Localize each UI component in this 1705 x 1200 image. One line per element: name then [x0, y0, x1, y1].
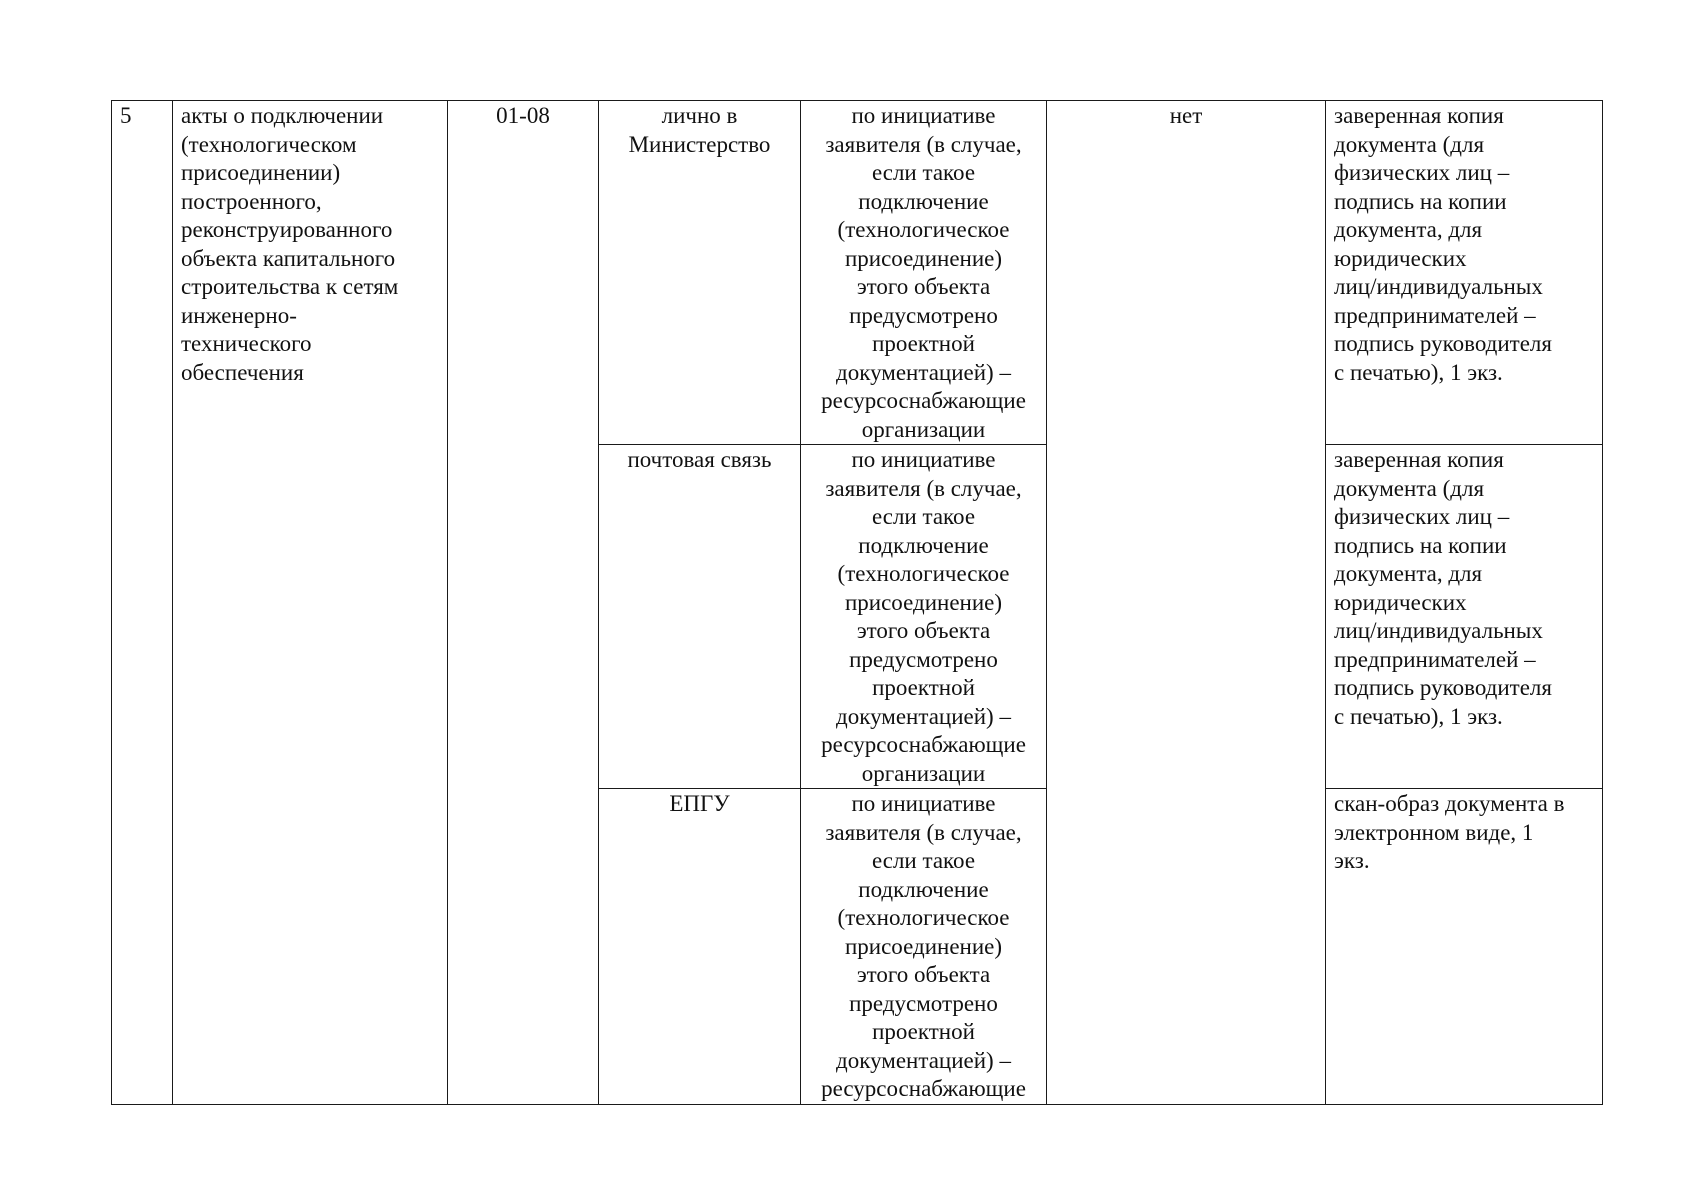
- form-line: предпринимателей –: [1334, 646, 1536, 672]
- form-line: подпись на копии: [1334, 188, 1507, 214]
- condition-line: присоединение): [844, 589, 1003, 615]
- condition-line: (технологическое: [837, 217, 1010, 242]
- document-name-line: реконструированного: [181, 217, 393, 242]
- condition-line: проектной: [872, 675, 975, 700]
- document-name-line: построенного,: [181, 188, 322, 214]
- form-line: физических лиц –: [1334, 504, 1510, 529]
- form-line: заверенная копия: [1334, 447, 1504, 472]
- condition-line: проектной: [872, 331, 975, 356]
- form-line: подпись руководителя: [1334, 675, 1552, 700]
- condition-line: предусмотрено: [849, 990, 998, 1016]
- form-line: документа (для: [1334, 475, 1485, 501]
- document-name-line: акты о подключении: [181, 103, 384, 128]
- condition-line: подключение: [858, 188, 989, 214]
- condition-line: ресурсоснабжающие: [821, 388, 1026, 413]
- condition-line: этого объекта: [856, 618, 991, 643]
- submission-method-line: ЕПГУ: [669, 791, 730, 816]
- condition-line: (технологическое: [837, 905, 1010, 930]
- form-line: экз.: [1334, 848, 1370, 873]
- submission-method-line: Министерство: [628, 131, 771, 157]
- submission-method-cell: [599, 101, 801, 445]
- document-name-line: обеспечения: [181, 359, 304, 385]
- condition-line: предусмотрено: [849, 302, 998, 328]
- form-line: электронном виде, 1: [1334, 819, 1534, 845]
- condition-line: предусмотрено: [849, 646, 998, 672]
- condition-line: этого объекта: [856, 962, 991, 987]
- condition-line: организации: [861, 760, 986, 786]
- form-line: с печатью), 1 экз.: [1334, 359, 1503, 385]
- document-name-line: строительства к сетям: [181, 274, 399, 299]
- condition-line: присоединение): [844, 245, 1003, 271]
- document-table: [111, 100, 1603, 1105]
- form-line: подпись руководителя: [1334, 331, 1552, 356]
- condition-line: подключение: [858, 532, 989, 558]
- document-name-line: (технологическом: [181, 131, 357, 157]
- form-line: заверенная копия: [1334, 103, 1504, 128]
- submission-method-cell: [599, 445, 801, 789]
- form-line: юридических: [1334, 245, 1467, 271]
- document-name-cell: [173, 101, 448, 1105]
- condition-line: проектной: [872, 1019, 975, 1044]
- form-line: юридических: [1334, 589, 1467, 615]
- condition-line: организации: [861, 416, 986, 442]
- condition-line: заявителя (в случае,: [825, 475, 1022, 501]
- condition-line: документацией) –: [836, 359, 1011, 385]
- form-line: физических лиц –: [1334, 160, 1510, 185]
- form-line: документа, для: [1334, 561, 1483, 586]
- condition-line: если такое: [871, 848, 976, 873]
- condition-line: если такое: [871, 504, 976, 529]
- condition-line: ресурсоснабжающие: [821, 1076, 1026, 1101]
- document-form-cell: [1326, 445, 1603, 789]
- condition-line: подключение: [858, 876, 989, 902]
- condition-line: присоединение): [844, 933, 1003, 959]
- document-name-line: присоединении): [181, 160, 341, 185]
- condition-line: по инициативе: [851, 447, 996, 472]
- condition-line: документацией) –: [836, 703, 1011, 729]
- row-number: 5: [120, 103, 132, 128]
- submission-method-cell: [599, 789, 801, 1105]
- form-line: лиц/индивидуальных: [1334, 618, 1543, 643]
- submission-condition-cell: [801, 789, 1047, 1105]
- condition-line: по инициативе: [851, 791, 996, 816]
- document-name-line: объекта капитального: [181, 245, 396, 271]
- table-row: [112, 101, 1603, 445]
- condition-line: ресурсоснабжающие: [821, 732, 1026, 757]
- form-line: документа (для: [1334, 131, 1485, 157]
- requirement-cell: [1047, 101, 1326, 1105]
- document-code: 01-08: [496, 103, 550, 128]
- condition-line: (технологическое: [837, 561, 1010, 586]
- row-number-cell: [112, 101, 173, 1105]
- form-line: скан-образ документа в: [1334, 791, 1565, 816]
- form-line: предпринимателей –: [1334, 302, 1536, 328]
- submission-method-line: лично в: [661, 103, 738, 128]
- form-line: документа, для: [1334, 217, 1483, 242]
- document-form-cell: [1326, 789, 1603, 1105]
- submission-condition-cell: [801, 101, 1047, 445]
- code-cell: [448, 101, 599, 1105]
- condition-line: по инициативе: [851, 103, 996, 128]
- form-line: с печатью), 1 экз.: [1334, 703, 1503, 729]
- requirement-value: нет: [1169, 103, 1203, 128]
- submission-condition-cell: [801, 445, 1047, 789]
- document-name-line: технического: [181, 331, 312, 356]
- form-line: лиц/индивидуальных: [1334, 274, 1543, 299]
- document-name-line: инженерно-: [181, 302, 297, 328]
- condition-line: заявителя (в случае,: [825, 819, 1022, 845]
- submission-method-line: почтовая связь: [627, 447, 772, 472]
- condition-line: этого объекта: [856, 274, 991, 299]
- condition-line: заявителя (в случае,: [825, 131, 1022, 157]
- condition-line: документацией) –: [836, 1047, 1011, 1073]
- condition-line: если такое: [871, 160, 976, 185]
- form-line: подпись на копии: [1334, 532, 1507, 558]
- document-form-cell: [1326, 101, 1603, 445]
